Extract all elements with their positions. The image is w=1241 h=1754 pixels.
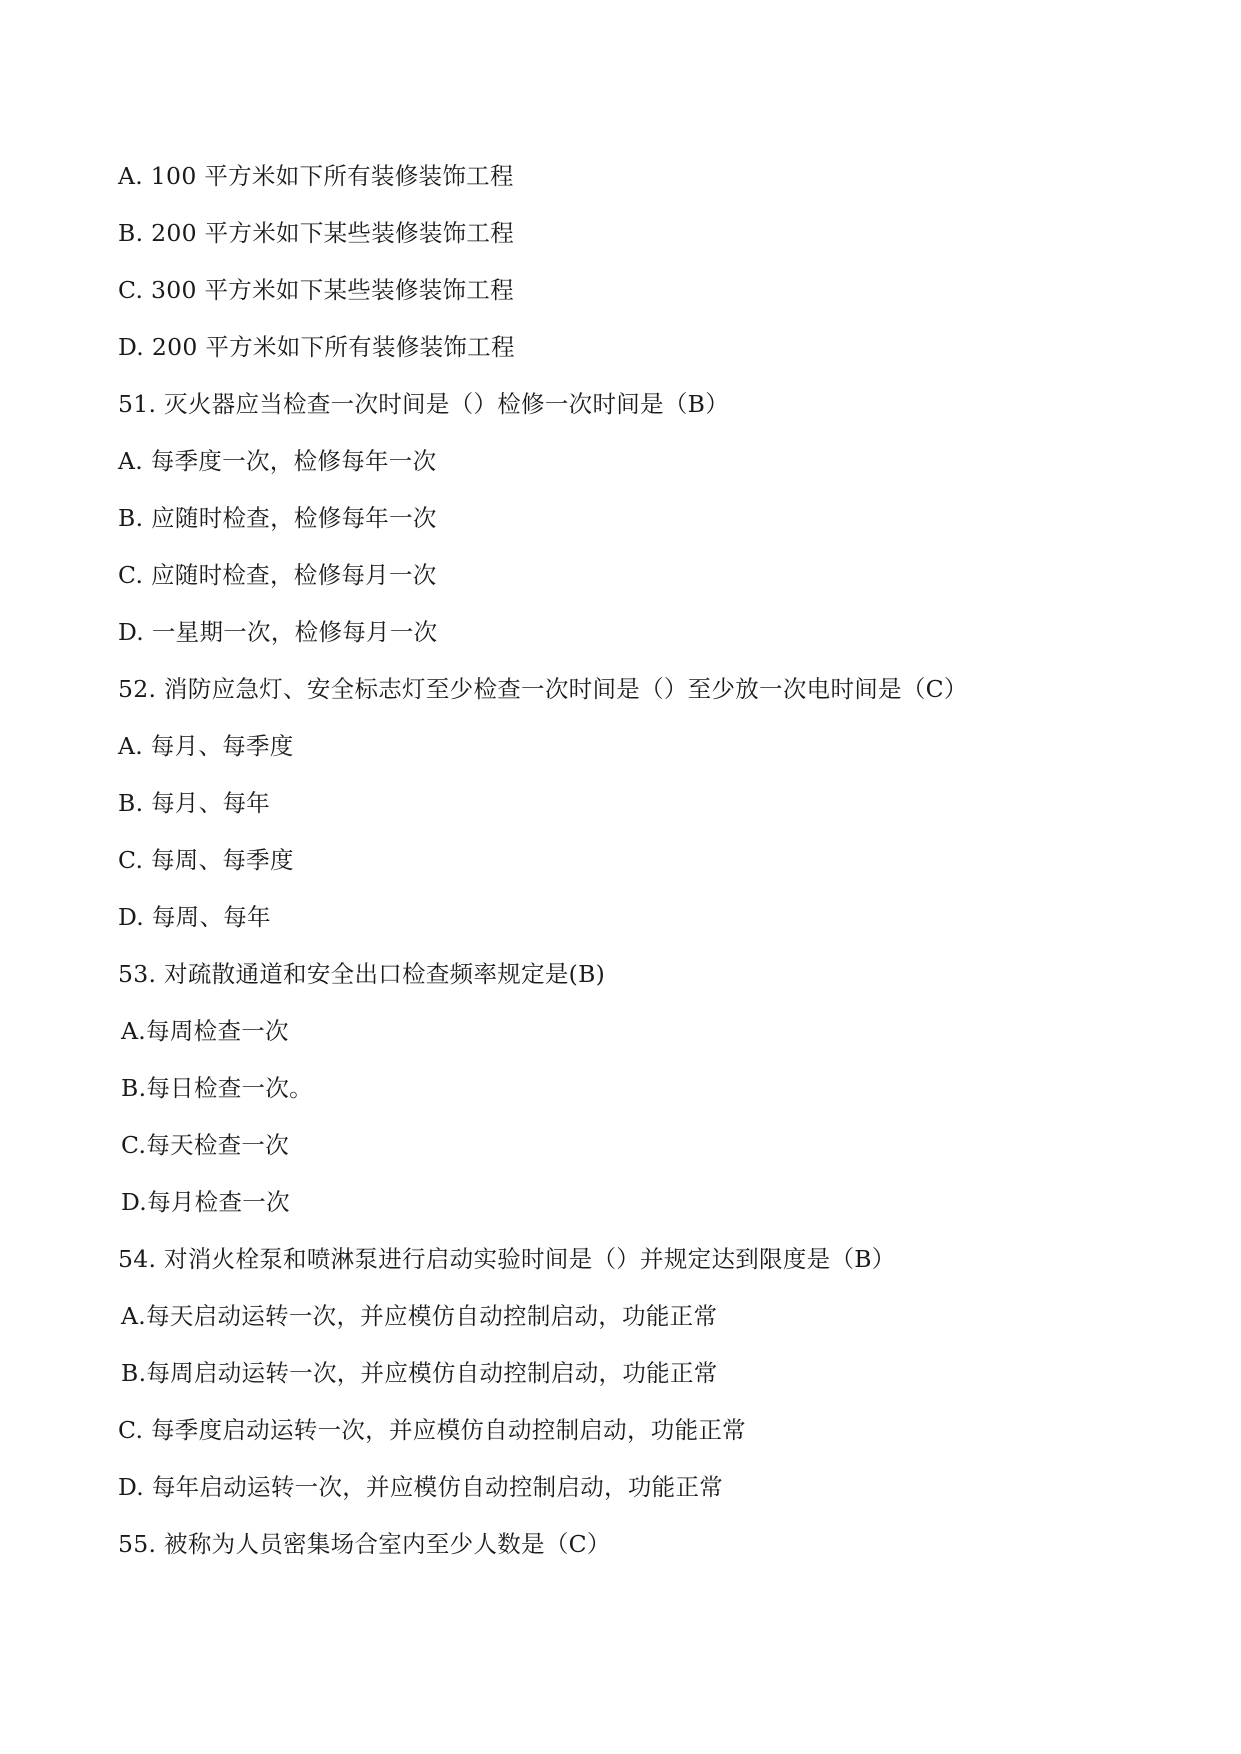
option-a-q53: A.每周检查一次 [121, 1017, 289, 1045]
option-b-q50: B. 200 平方米如下某些装修装饰工程 [118, 219, 515, 247]
option-c-q53: C.每天检查一次 [121, 1131, 290, 1159]
option-a-q51: A. 每季度一次，检修每年一次 [118, 447, 437, 475]
option-c-q52: C. 每周、每季度 [118, 846, 294, 874]
question-52: 52. 消防应急灯、安全标志灯至少检查一次时间是（）至少放一次电时间是（C） [118, 675, 968, 703]
question-54: 54. 对消火栓泵和喷淋泵进行启动实验时间是（）并规定达到限度是（B） [118, 1245, 896, 1273]
question-53: 53. 对疏散通道和安全出口检查频率规定是(B) [118, 960, 606, 988]
option-c-q54: C. 每季度启动运转一次，并应模仿自动控制启动，功能正常 [118, 1416, 746, 1444]
option-a-q54: A.每天启动运转一次，并应模仿自动控制启动，功能正常 [121, 1302, 718, 1330]
option-b-q52: B. 每月、每年 [118, 789, 271, 817]
option-d-q52: D. 每周、每年 [118, 903, 271, 931]
option-a-q50: A. 100 平方米如下所有装修装饰工程 [118, 162, 514, 190]
option-b-q53: B.每日检查一次。 [121, 1074, 313, 1102]
option-d-q53: D.每月检查一次 [121, 1188, 290, 1216]
option-b-q51: B. 应随时检查，检修每年一次 [118, 504, 437, 532]
option-c-q50: C. 300 平方米如下某些装修装饰工程 [118, 276, 514, 304]
question-55: 55. 被称为人员密集场合室内至少人数是（C） [118, 1530, 611, 1558]
option-c-q51: C. 应随时检查，检修每月一次 [118, 561, 437, 589]
option-d-q54: D. 每年启动运转一次，并应模仿自动控制启动，功能正常 [118, 1473, 724, 1501]
option-a-q52: A. 每月、每季度 [118, 732, 294, 760]
option-d-q51: D. 一星期一次，检修每月一次 [118, 618, 438, 646]
question-51: 51. 灭火器应当检查一次时间是（）检修一次时间是（B） [118, 390, 730, 418]
option-d-q50: D. 200 平方米如下所有装修装饰工程 [118, 333, 515, 361]
option-b-q54: B.每周启动运转一次，并应模仿自动控制启动，功能正常 [121, 1359, 718, 1387]
